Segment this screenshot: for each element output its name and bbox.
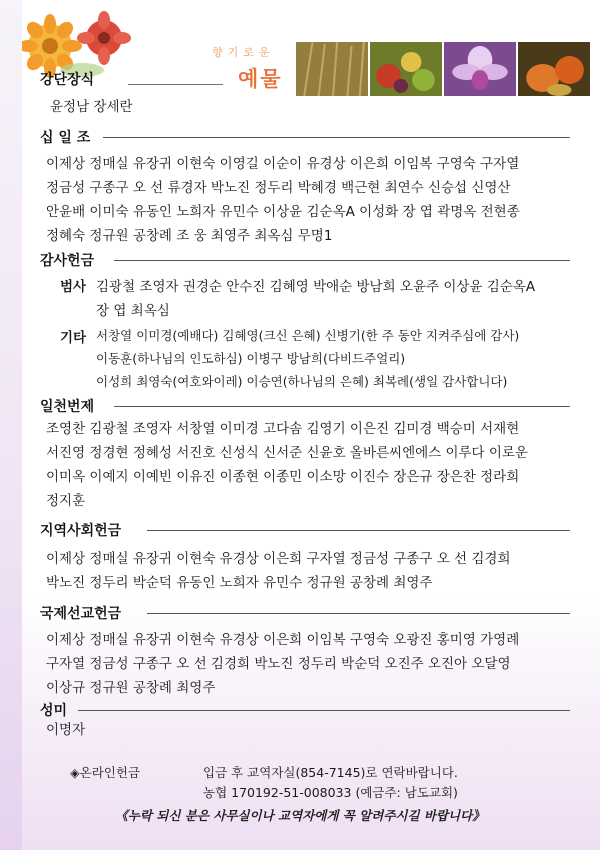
daily-offering-row: 서진영 정경현 정혜성 서진호 신성식 신서준 신윤호 올바른씨엔에스 이루다 이로운 (46, 445, 529, 461)
daily-offering-row: 이미옥 이예지 이예빈 이유진 이종현 이종민 이소망 이진수 장은규 장은찬 정라희 (46, 469, 520, 485)
thanksgiving-heading: 감사헌금 (40, 253, 95, 269)
daily-offering-row: 정지훈 (46, 493, 86, 509)
header-divider (128, 84, 223, 85)
tithe-rule (103, 137, 570, 138)
thanksgiving-other-label: 기타 (60, 330, 87, 346)
header-subtitle: 향기로운 (212, 46, 275, 59)
fruit-photo (370, 42, 442, 96)
missions-row: 이제상 정매실 유장귀 이현숙 유경상 이은희 이임복 구영숙 오광진 홍미영 가영례 (46, 632, 520, 648)
left-edge-decoration (0, 0, 22, 850)
pumpkin-photo (518, 42, 590, 96)
daily-offering-rule (114, 406, 570, 407)
community-row: 박노진 정두리 박순덕 유동인 노희자 유민수 정규원 공창례 최영주 (46, 575, 433, 591)
missing-name-notice: 《누락 되신 분은 사무실이나 교역자에게 꼭 알려주시길 바랍니다》 (115, 808, 485, 823)
thanksgiving-other-row: 서창열 이미경(예배다) 김혜영(크신 은혜) 신병기(한 주 동안 지켜주심에 감사) (96, 328, 520, 343)
tithe-row: 정혜숙 정규원 공창례 조 웅 최영주 최옥심 무명1 (46, 228, 333, 244)
thanksgiving-birthday-row: 김광철 조영자 권경순 안수진 김혜영 박애순 방남희 오윤주 이상윤 김순옥A (96, 279, 536, 295)
online-offering-label: ◈온라인헌금 (70, 765, 140, 780)
missions-rule (147, 613, 570, 614)
community-heading: 지역사회헌금 (40, 523, 122, 539)
wheat-photo (296, 42, 368, 96)
thanksgiving-rule (114, 260, 570, 261)
community-rule (147, 530, 570, 531)
tithe-row: 정금성 구종구 오 선 류경자 박노진 정두리 박혜경 백근현 최연수 신승섭 신영산 (46, 180, 511, 196)
daily-offering-heading: 일천번제 (40, 399, 95, 415)
missions-heading: 국제선교헌금 (40, 606, 122, 622)
missions-row: 구자열 정금성 구종구 오 선 김경희 박노진 정두리 박순덕 오진주 오진아 오달영 (46, 656, 511, 672)
community-row: 이제상 정매실 유장귀 이현숙 유경상 이은희 구자열 정금성 구종구 오 선 김경희 (46, 551, 511, 567)
tithe-heading: 십 일 조 (40, 130, 91, 146)
lectern-flowers-heading: 강단장식 (40, 72, 95, 88)
thanksgiving-birthday-row: 장 엽 최옥심 (96, 303, 170, 319)
header-photo-strip (296, 42, 590, 96)
thanksgiving-other-row: 이성희 최영숙(여호와이레) 이승연(하나님의 은혜) 최복례(생일 감사합니다) (96, 374, 508, 389)
page-title: 예물 (238, 67, 283, 91)
rice-names: 이명자 (46, 722, 86, 738)
orchid-photo (444, 42, 516, 96)
rice-heading: 성미 (40, 703, 68, 719)
online-offering-contact: 입금 후 교역자실(854-7145)로 연락바랍니다. (203, 765, 458, 780)
bank-account-info: 농협 170192-51-008033 (예금주: 남도교회) (203, 785, 458, 800)
thanksgiving-other-row: 이동훈(하나님의 인도하심) 이병구 방남희(다비드주얼리) (96, 351, 406, 366)
missions-row: 이상규 정규원 공창례 최영주 (46, 680, 216, 696)
tithe-row: 안윤배 이미숙 유동인 노희자 유민수 이상윤 김순옥A 이성화 장 엽 곽명옥 전현종 (46, 204, 520, 220)
thanksgiving-birthday-label: 범사 (60, 279, 87, 295)
tithe-row: 이제상 정매실 유장귀 이현숙 이영길 이순이 유경상 이은희 이임복 구영숙 구자열 (46, 156, 520, 172)
rice-rule (78, 710, 570, 711)
lectern-flowers-names: 윤정남 장세란 (50, 99, 133, 115)
daily-offering-row: 조영찬 김광철 조영자 서창열 이미경 고다솜 김영기 이은진 김미경 백승미 서재현 (46, 421, 520, 437)
